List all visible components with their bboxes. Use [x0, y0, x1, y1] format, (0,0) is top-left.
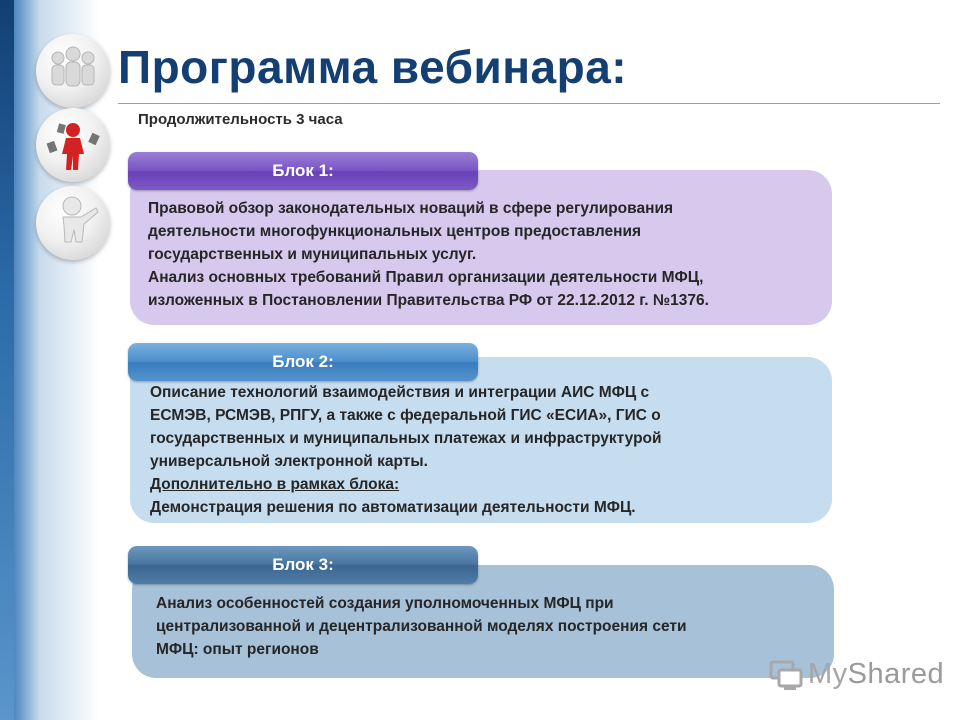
red-figure-icon: [36, 108, 110, 182]
block-1-line: Анализ основных требований Правил организации деятельности МФЦ,: [148, 269, 704, 286]
myshared-logo-text: [808, 658, 944, 691]
sidebar-decoration: [0, 0, 100, 720]
myshared-logo-icon: [768, 658, 804, 692]
block-3-line: МФЦ: опыт регионов: [156, 641, 319, 658]
block-2-line: ЕСМЭВ, РСМЭВ, РПГУ, а также с федеральной ГИС «ЕСИА», ГИС о: [150, 407, 661, 424]
myshared-logo: [768, 656, 945, 696]
block-3-label: Блок 3:: [128, 546, 478, 584]
block-3-line: Анализ особенностей создания уполномоченных МФЦ при: [156, 595, 614, 612]
block-1-line: изложенных в Постановлении Правительства РФ от 22.12.2012 г. №1376.: [148, 292, 709, 309]
page-title: Программа вебинара:: [118, 41, 628, 93]
logo-text-shared: Shared: [847, 658, 945, 690]
block-2-extra-heading: Дополнительно в рамках блока:: [150, 476, 400, 493]
sidebar-strip: [0, 0, 14, 720]
block-2-content: [130, 357, 832, 523]
block-2-line: государственных и муниципальных платежах и инфраструктурой: [150, 430, 662, 447]
block-2-label: Блок 2:: [128, 343, 478, 381]
block-3-line: централизованной и децентрализованной моделях построения сети: [156, 618, 687, 635]
block-2-extra-text: Демонстрация решения по автоматизации деятельности МФЦ.: [150, 499, 636, 516]
block-1-content: [130, 170, 832, 325]
block-2-line: Описание технологий взаимодействия и интеграции АИС МФЦ с: [150, 384, 650, 401]
title-divider: [118, 103, 940, 104]
block-1-line: государственных и муниципальных услуг.: [148, 246, 477, 263]
presenter-figure-icon: [36, 186, 110, 260]
block-1-line: Правовой обзор законодательных новаций в сфере регулирования: [148, 200, 674, 217]
block-1-line: деятельности многофункциональных центров предоставления: [148, 223, 642, 240]
duration-subtitle: Продолжительность 3 часа: [138, 111, 343, 128]
logo-text-my: My: [808, 658, 848, 690]
block-2-line: универсальной электронной карты.: [150, 453, 428, 470]
block-1-label: Блок 1:: [128, 152, 478, 190]
people-group-icon: [36, 34, 110, 108]
